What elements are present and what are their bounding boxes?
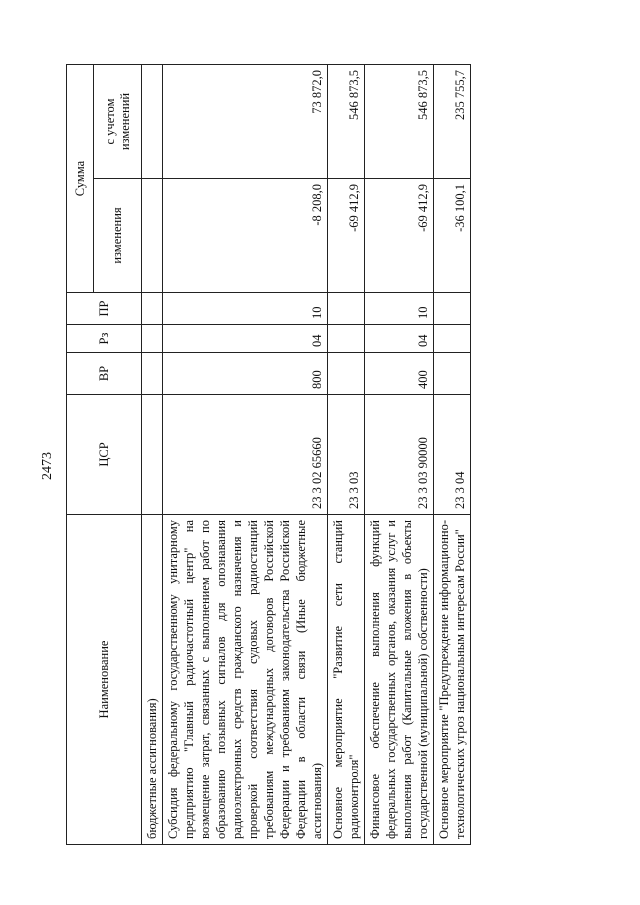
row-vr xyxy=(434,353,471,395)
row-total xyxy=(142,65,163,179)
row-change: -8 208,0 xyxy=(163,179,328,293)
page-number xyxy=(36,446,60,486)
row-pr xyxy=(328,293,365,325)
row-vr: 400 xyxy=(365,353,434,395)
row-change xyxy=(142,179,163,293)
row-csr xyxy=(142,395,163,515)
row-name: бюджетные ассигнования) xyxy=(142,515,163,845)
header-rz: Рз xyxy=(67,325,142,353)
header-csr: ЦСР xyxy=(67,395,142,515)
header-row-top xyxy=(67,65,94,845)
header-changes: изменения xyxy=(94,179,142,293)
row-csr: 23 3 03 90000 xyxy=(365,395,434,515)
row-vr: 800 xyxy=(163,353,328,395)
header-pr: ПР xyxy=(67,293,142,325)
header-with-changes: с учетом изменений xyxy=(94,65,142,179)
row-name: Основное мероприятие "Предупреждение информационно-технологических угроз национальным интересам России" xyxy=(434,515,471,845)
row-rz: 04 xyxy=(163,325,328,353)
header-name: Наименование xyxy=(67,515,142,845)
row-total: 546 873,5 xyxy=(328,65,365,179)
row-total: 235 755,7 xyxy=(434,65,471,179)
budget-table xyxy=(66,64,471,845)
row-vr xyxy=(328,353,365,395)
row-csr: 23 3 02 65660 xyxy=(163,395,328,515)
table-row xyxy=(142,65,163,845)
row-pr xyxy=(142,293,163,325)
row-total: 546 873,5 xyxy=(365,65,434,179)
row-pr: 10 xyxy=(163,293,328,325)
row-change: -36 100,1 xyxy=(434,179,471,293)
row-rz xyxy=(434,325,471,353)
row-rz: 04 xyxy=(365,325,434,353)
header-vr: ВР xyxy=(67,353,142,395)
row-rz xyxy=(142,325,163,353)
header-sum: Сумма xyxy=(67,65,94,293)
row-pr xyxy=(434,293,471,325)
row-name: Субсидия федеральному государственному унитарному предприятию "Главный радиочастотный центр" на возмещение затрат, связанных с выполнением работ по образованию позывных сигналов для опознавания радиоэлектронных средств гражданского назначения и проверкой соответствия судовых радиостанций требованиям международных договоров Российской Федерации и требованиям законодательства Российской Федерации в области связи (Иные бюджетные ассигнования) xyxy=(163,515,328,845)
row-csr: 23 3 03 xyxy=(328,395,365,515)
row-change: -69 412,9 xyxy=(328,179,365,293)
row-name: Основное мероприятие "Развитие сети станций радиоконтроля" xyxy=(328,515,365,845)
page-number-text: 2473 xyxy=(40,452,55,480)
row-rz xyxy=(328,325,365,353)
budget-table-sheet xyxy=(66,65,546,845)
table-row xyxy=(328,65,365,845)
row-vr xyxy=(142,353,163,395)
row-csr: 23 3 04 xyxy=(434,395,471,515)
table-row xyxy=(163,65,328,845)
row-pr: 10 xyxy=(365,293,434,325)
row-change: -69 412,9 xyxy=(365,179,434,293)
row-name: Финансовое обеспечение выполнения функций федеральных государственных органов, оказания услуг и выполнения работ (Капитальные вложения в объекты государственной (муниципальной) собственности) xyxy=(365,515,434,845)
row-total: 73 872,0 xyxy=(163,65,328,179)
table-row xyxy=(434,65,471,845)
table-row xyxy=(365,65,434,845)
